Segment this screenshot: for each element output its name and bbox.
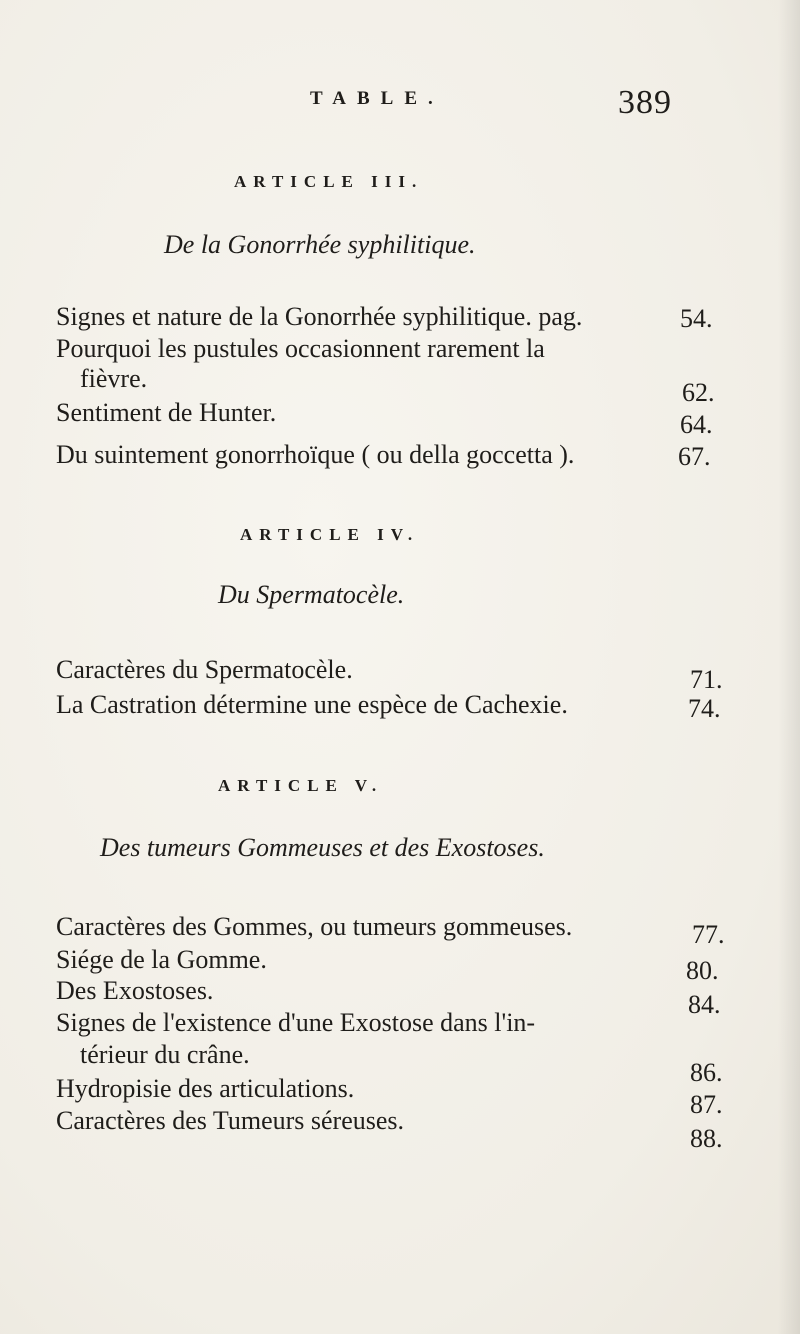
toc-entry-text: Des Exostoses. xyxy=(56,976,214,1005)
toc-entry-page: 74. xyxy=(688,694,721,723)
toc-entry-page: 77. xyxy=(692,920,725,949)
toc-entry-text: Du suintement gonorrhoïque ( ou della goccetta ). xyxy=(56,440,575,469)
toc-entry-text: Hydropisie des articulations. xyxy=(56,1074,355,1103)
toc-entry-page: 54. xyxy=(680,304,713,333)
page-edge-shadow xyxy=(778,0,800,1334)
section-title-4: Du Spermatocèle. xyxy=(218,580,405,609)
toc-entry-text: Signes et nature de la Gonorrhée syphilitique. pag. xyxy=(56,302,583,331)
toc-entry-page: 87. xyxy=(690,1090,723,1119)
toc-entry-page: 84. xyxy=(688,990,721,1019)
article-heading-5: ARTICLE V. xyxy=(218,776,384,795)
toc-entry-text: fièvre. xyxy=(80,364,148,393)
toc-entry-text: Caractères des Tumeurs séreuses. xyxy=(56,1106,405,1135)
toc-entry-page: 64. xyxy=(680,410,713,439)
page-number: 389 xyxy=(618,84,672,121)
article-heading-3: ARTICLE III. xyxy=(234,172,424,191)
toc-entry-text: Pourquoi les pustules occasionnent rarement la xyxy=(56,334,545,363)
toc-entry-page: 62. xyxy=(682,378,715,407)
section-title-5: Des tumeurs Gommeuses et des Exostoses. xyxy=(100,833,545,862)
toc-entry-text: Signes de l'existence d'une Exostose dans l'in- xyxy=(56,1008,536,1037)
article-heading-4: ARTICLE IV. xyxy=(240,525,420,544)
section-title-3: De la Gonorrhée syphilitique. xyxy=(164,230,476,259)
toc-entry-text: Sentiment de Hunter. xyxy=(56,398,277,427)
toc-entry-text: La Castration détermine une espèce de Cachexie. xyxy=(56,690,568,719)
toc-entry-page: 86. xyxy=(690,1058,723,1087)
toc-entry-text: térieur du crâne. xyxy=(80,1040,250,1069)
toc-entry-page: 71. xyxy=(690,665,723,694)
toc-entry-page: 67. xyxy=(678,442,711,471)
toc-entry-text: Caractères des Gommes, ou tumeurs gommeuses. xyxy=(56,912,573,941)
toc-entry-text: Caractères du Spermatocèle. xyxy=(56,655,353,684)
toc-entry-text: Siége de la Gomme. xyxy=(56,945,267,974)
running-head: TABLE. xyxy=(310,88,444,109)
toc-entry-page: 80. xyxy=(686,956,719,985)
toc-entry-page: 88. xyxy=(690,1124,723,1153)
